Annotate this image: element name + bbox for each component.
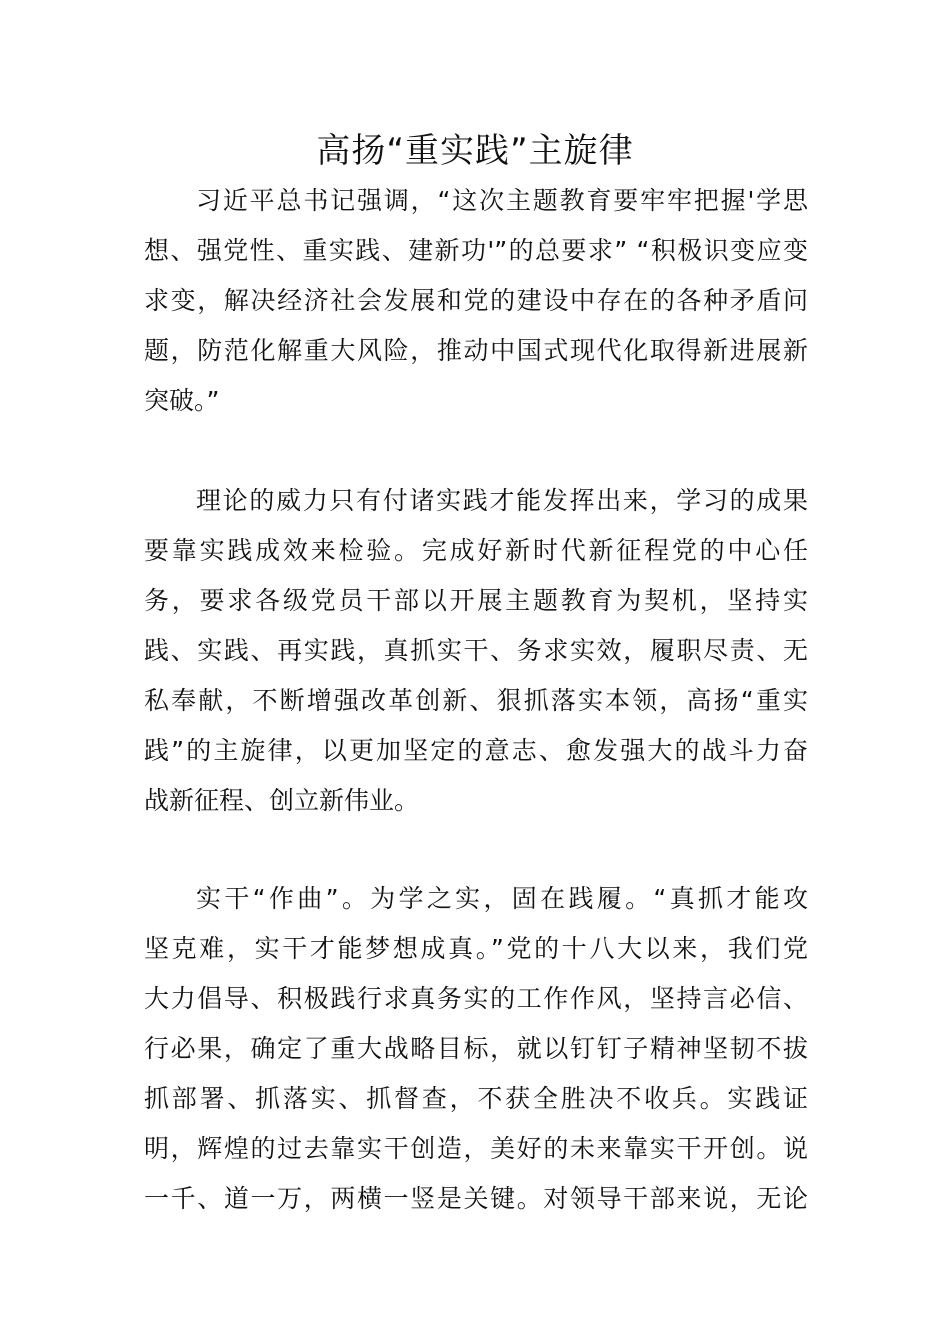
paragraph-line: 战新征程、创立新伟业。 [144,786,420,815]
paragraph-line: 明，辉煌的过去靠实干创造，美好的未来靠实干开创。说 [144,1134,808,1163]
document-title: 高扬“重实践”主旋律 [316,131,634,171]
paragraph-line: 坚克难，实干才能梦想成真。”党的十八大以来，我们党 [144,934,808,963]
paragraph-line: 求变，解决经济社会发展和党的建设中存在的各种矛盾问 [144,286,808,315]
paragraph-line: 私奉献，不断增强改革创新、狠抓落实本领，高扬“重实 [144,686,808,715]
paragraph-line: 抓部署、抓落实、抓督查，不获全胜决不收兵。实践证 [144,1084,808,1113]
paragraph-line: 题，防范化解重大风险，推动中国式现代化取得新进展新 [144,336,808,365]
paragraph-line: 务，要求各级党员干部以开展主题教育为契机，坚持实 [144,586,808,615]
paragraph-line: 践”的主旋律，以更加坚定的意志、愈发强大的战斗力奋 [144,736,808,765]
paragraph-1 [144,176,808,426]
paragraph-line: 一千、道一万，两横一竖是关键。对领导干部来说，无论 [144,1184,808,1213]
paragraph-line: 要靠实践成效来检验。完成好新时代新征程党的中心任 [144,536,808,565]
paragraph-line: 习近平总书记强调，“这次主题教育要牢牢把握'学思 [196,186,808,215]
paragraph-3 [144,874,808,1224]
paragraph-line: 想、强党性、重实践、建新功'”的总要求” “积极识变应变 [144,236,808,265]
paragraph-line: 行必果，确定了重大战略目标，就以钉钉子精神坚韧不拔 [144,1034,808,1063]
paragraph-line: 理论的威力只有付诸实践才能发挥出来，学习的成果 [196,486,808,515]
paragraph-line: 实干“作曲”。为学之实，固在践履。“真抓才能攻 [196,884,808,913]
paragraph-line: 践、实践、再实践，真抓实干、务求实效，履职尽责、无 [144,636,808,665]
paragraph-line: 突破。” [144,386,220,415]
paragraph-line: 大力倡导、积极践行求真务实的工作作风，坚持言必信、 [144,984,808,1013]
paragraph-2 [144,476,808,826]
